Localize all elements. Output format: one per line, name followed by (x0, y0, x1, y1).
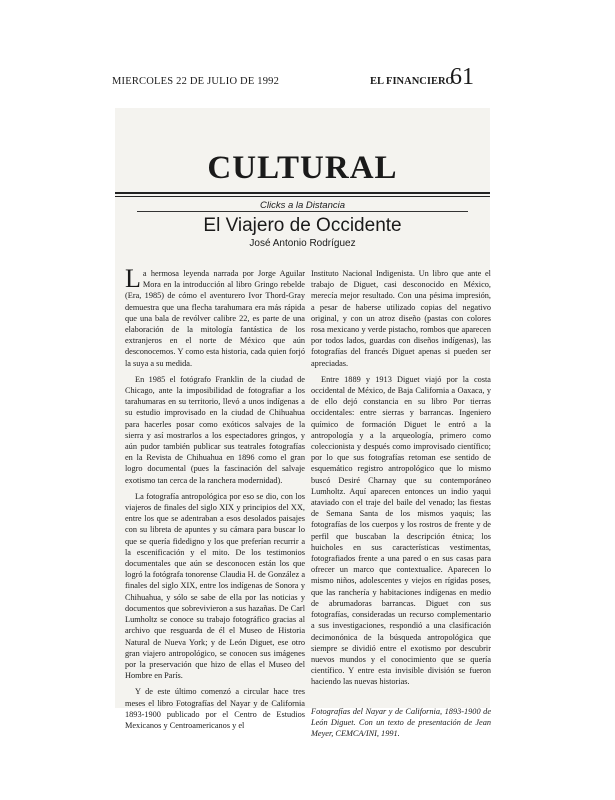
section-rule-thin (115, 196, 490, 197)
header-date: MIERCOLES 22 DE JULIO DE 1992 (112, 76, 280, 87)
page-header (112, 64, 484, 92)
article-column-left (125, 264, 305, 731)
article-column-right (311, 268, 491, 739)
article-author: José Antonio Rodríguez (249, 238, 356, 249)
header-publication: EL FINANCIERO (370, 76, 454, 87)
paragraph: La fotografía antropológica por eso se dio, con los viajeros de finales del siglo XIX y principios del XX, entre los que se adentraban a esos desolados paisajes con su libreta de apuntes y su cámara para buscar lo que se quería fidedigno y los que preferían recurrir a la escenificación y el mito. De los testimonios documentales que aún se desconocen están los que logró la fotógrafa tonorense Claudia H. de González a finales del siglo XIX, entre los indígenas de Sonora y Chihuahua, y sólo se sabe de ella por las noticias y documentos que sobrevivieron a sus hazañas. De Carl Lumholtz se conoce su trabajo fotográfico gracias al archivo que resguarda de él el Museo de Historia Natural de Nueva York; y de León Diguet, ese otro gran viajero antropológico, se conocen sus imágenes por la preservación que hizo de ellas el Museo del Hombre en París. (125, 491, 305, 681)
paragraph: Y de este último comenzó a circular hace tres meses el libro Fotografías del Nayar y de California 1893-1900 publicado por el Centro de Estudios Mexicanos y Centroamericanos y el (125, 687, 305, 730)
section-rule (115, 192, 490, 194)
paragraph: En 1985 el fotógrafo Franklin de la ciudad de Chicago, ante la imposibilidad de fotografiar a los tarahumaras en su territorio, llevó a unos indígenas a su estudio improvisado en la ciudad de Chihuahua para hacerles posar como exóticos salvajes de la sierra y así mostrarlos a los espectadores gringos, y aún pudor también publicar sus teatrales fotografías en la Revista de Chihuahua en 1896 como el gran logro documental (pues la fascinación del salvaje exotismo tan cerca de la ranchera modernidad). (125, 374, 305, 485)
paragraph: Instituto Nacional Indigenista. Un libro que ante el trabajo de Diguet, casi desconocido en México, merecía mejor resultado. Con una pésima impresión, a pesar de haberse utilizado copias del negativo original, y con un atroz diseño (pastas con colores rosa mexicano y verde pistacho, rombos que aparecen por todos lados, guardas con diseños indígenas), las fotografías del francés Diguet apenas si pueden ser apreciadas. (311, 269, 491, 368)
kicker-rule (137, 211, 468, 212)
book-caption: Fotografías del Nayar y de California, 1893-1900 de León Diguet. Con un texto de presentación de Jean Meyer, CEMCA/INI, 1991. (311, 706, 491, 738)
header-page-number: 61 (450, 64, 474, 90)
paragraph-text: a hermosa leyenda narrada por Jorge Aguilar Mora en la introducción al libro Gringo rebelde (Era, 1985) de cómo el aventurero Ivor Thord-Gray demuestra que una flecha tarahumara era más rápida que una bala de revólver calibre 22, es parte de una elaboración de la mitología fantástica de los extranjeros en el norte de México que aún desconocemos. Y como esta historia, cada quien forjó la suya a su medida. (125, 269, 305, 368)
paragraph (125, 264, 305, 369)
kicker: Clicks a la Distancia (260, 200, 345, 211)
article-title: El Viajero de Occidente (203, 215, 402, 236)
section-title: CULTURAL (207, 150, 398, 186)
drop-cap: L (125, 264, 141, 293)
paragraph: Entre 1889 y 1913 Diguet viajó por la costa occidental de México, de Baja California a Oaxaca, y de ello dejó constancia en su libro Por tierras occidentales: entre sierras y barrancas. Ingeniero químico de formación Diguet le entró a la antropología y a la arqueología, primero como coleccionista y después como improvisado científico; por lo que sus fotografías retoman ese sentido de esquemático registro antropológico que lo mismo buscó Desiré Charnay que su contemporáneo Lumholtz. Aquí aparecen entonces un indio yaqui ataviado con el traje del baile del venado; las fiestas de Semana Santa de los mismos yaquis; las fotografías de los cuerpos y los rostros de frente y de perfil que buscaban la descripción étnica; los huicholes en sus características vestimentas, fotografiados frente a una pared o en sus casas para ofrecer un marco que contextualice. Aparecen lo mismo niños, adolescentes y viejos en rígidas poses, que las ranchería y habitaciones indígenas en medio de abrumadoras barrancas. Diguet con sus fotografías, consideradas un recurso complementario a sus investigaciones, respondió a una clasificación decimonónica de la búsqueda antropológica que siempre se dividió entre el exotismo por descubrir nuevos mundos y el conocimiento que se quería científico. Y entre esta invisible división se fueron haciendo las nuevas historias. (311, 374, 491, 687)
newspaper-clipping (115, 108, 491, 738)
